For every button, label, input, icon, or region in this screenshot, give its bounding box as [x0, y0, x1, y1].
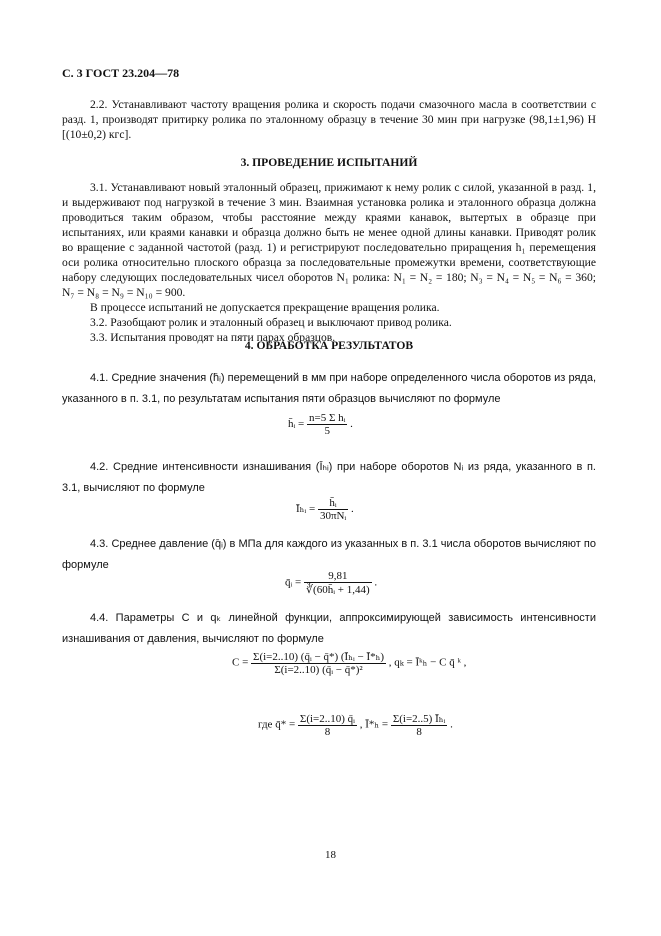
para-4-2 [62, 457, 596, 499]
para-4-2-text: 4.2. Средние интенсивности изнашивания (Īₕᵢ) при наборе оборотов Nᵢ из ряда, указанного в п. 3.1, вычисляют по формуле [62, 461, 596, 494]
formula-4-4 [232, 650, 466, 676]
formula-4-5-num2: Σ(i=2..5) Īₕᵢ [392, 713, 446, 725]
formula-4-3-den: ∛(60h̄ᵢ + 1,44) [306, 584, 370, 596]
formula-4-3-num: 9,81 [304, 570, 372, 583]
formula-4-5-frac1 [298, 713, 357, 738]
formula-4-5-lhs2: Ī*ₕ = [365, 718, 389, 731]
formula-4-1-num: n=5 Σ hᵢ [309, 412, 346, 424]
formula-4-2-tail: . [350, 503, 354, 516]
formula-4-4-frac [251, 650, 386, 676]
formula-4-5-frac2 [391, 712, 447, 738]
para-4-4 [62, 608, 596, 650]
formula-4-4-lhs: C = [232, 656, 249, 669]
para-3-1b: В процессе испытаний не допускается прекращение вращения ролика. [90, 301, 440, 314]
formula-4-2-num: h̄ᵢ [318, 497, 348, 510]
formula-4-1-lhs: h̄ᵢ = [288, 418, 305, 431]
para-4-1 [62, 368, 596, 410]
formula-4-1-frac [307, 412, 347, 437]
para-3-3: 3.3. Испытания проводят на пяти парах образцов. [90, 331, 336, 344]
page-header: С. 3 ГОСТ 23.204—78 [62, 66, 180, 80]
formula-4-1-tail: . [350, 418, 353, 431]
para-3-1: 3.1. Устанавливают новый эталонный образец, прижимают к нему ролик с силой, указанной в разд. 1, и выдерживают под нагрузкой в течение 3 мин. Взаимная установка ролика и эталонного образца должна проводиться таким образом, чтобы расстояние между краями канавок, вытертых в образце при испытаниях, или краями канавки и образца должно быть не менее одной длины канавки. Приводят ролик во вращение с заданной частотой (разд. 1) и регистрируют последовательно приращения h₁ перемещения оси ролика относительно плоского образца за последовательные промежутки времени, соответствующие набору следующих последовательных чисел оборотов N₁ ролика: N₁ = N₂ = 180; N₃ = N₄ = N₅ = N₆ = 360; N₇ = N₈ = N₉ = N₁₀ = 900. [62, 181, 596, 299]
formula-4-5-sep: , [359, 718, 363, 731]
formula-4-3-frac [304, 570, 372, 596]
formula-4-5 [258, 712, 453, 738]
formula-4-5-lhs1: q̄* = [275, 718, 296, 731]
para-2-2-text: 2.2. Устанавливают частоту вращения ролика и скорость подачи смазочного масла в соответствии с разд. 1, производят притирку ролика по эталонному образцу в течение 30 мин при нагрузке (98,1±1,96) Н [(10±0,2) кгс]. [62, 98, 596, 141]
formula-4-4-num: Σ(i=2..10) (q̄ᵢ − q̄*) (Īₕᵢ − Ī*ₕ) [253, 651, 385, 663]
formula-4-5-where: где [258, 718, 273, 731]
formula-4-5-tail: . [450, 718, 453, 731]
formula-4-5-den2: 8 [416, 726, 422, 738]
formula-4-3-lhs: q̄ᵢ = [285, 576, 302, 589]
para-3-2: 3.2. Разобщают ролик и эталонный образец и выключают привод ролика. [90, 316, 452, 329]
formula-4-3-tail: . [374, 576, 378, 589]
formula-4-1-den: 5 [324, 425, 330, 437]
formula-4-5-num1: Σ(i=2..10) q̄ᵢ [299, 712, 355, 725]
formula-4-5-den1: 8 [324, 725, 331, 738]
formula-4-2 [296, 497, 354, 522]
formula-4-2-den: 30πNᵢ [319, 510, 347, 522]
para-2-2 [62, 97, 596, 142]
para-4-1-text: 4.1. Средние значения (h̄ᵢ) перемещений в мм при наборе определенного числа оборотов из ряда, указанного в п. 3.1, по результатам испытания пяти образцов вычисляют по формуле [62, 372, 596, 405]
formula-4-3 [285, 570, 377, 596]
formula-4-2-lhs: Īₕᵢ = [296, 503, 316, 516]
formula-4-4-mid: , qₖ = Īᵏₕ − C q̄ ᵏ , [388, 656, 467, 669]
formula-4-1 [288, 412, 353, 437]
heading-3: 3. ПРОВЕДЕНИЕ ИСПЫТАНИЙ [240, 156, 418, 169]
para-4-4-text: 4.4. Параметры C и qₖ линейной функции, аппроксимирующей зависимость интенсивности изнашивания от давления, вычисляют по формуле [62, 612, 596, 645]
formula-4-4-den: Σ(i=2..10) (q̄ᵢ − q̄*)² [274, 664, 363, 676]
page-number: 18 [325, 849, 336, 861]
section-3 [62, 180, 596, 345]
para-4-3-text: 4.3. Среднее давление (q̄ᵢ) в МПа для каждого из указанных в п. 3.1 числа оборотов вычисляют по формуле [62, 538, 596, 571]
formula-4-2-frac [318, 497, 348, 522]
heading-4: 4. ОБРАБОТКА РЕЗУЛЬТАТОВ [244, 339, 414, 352]
